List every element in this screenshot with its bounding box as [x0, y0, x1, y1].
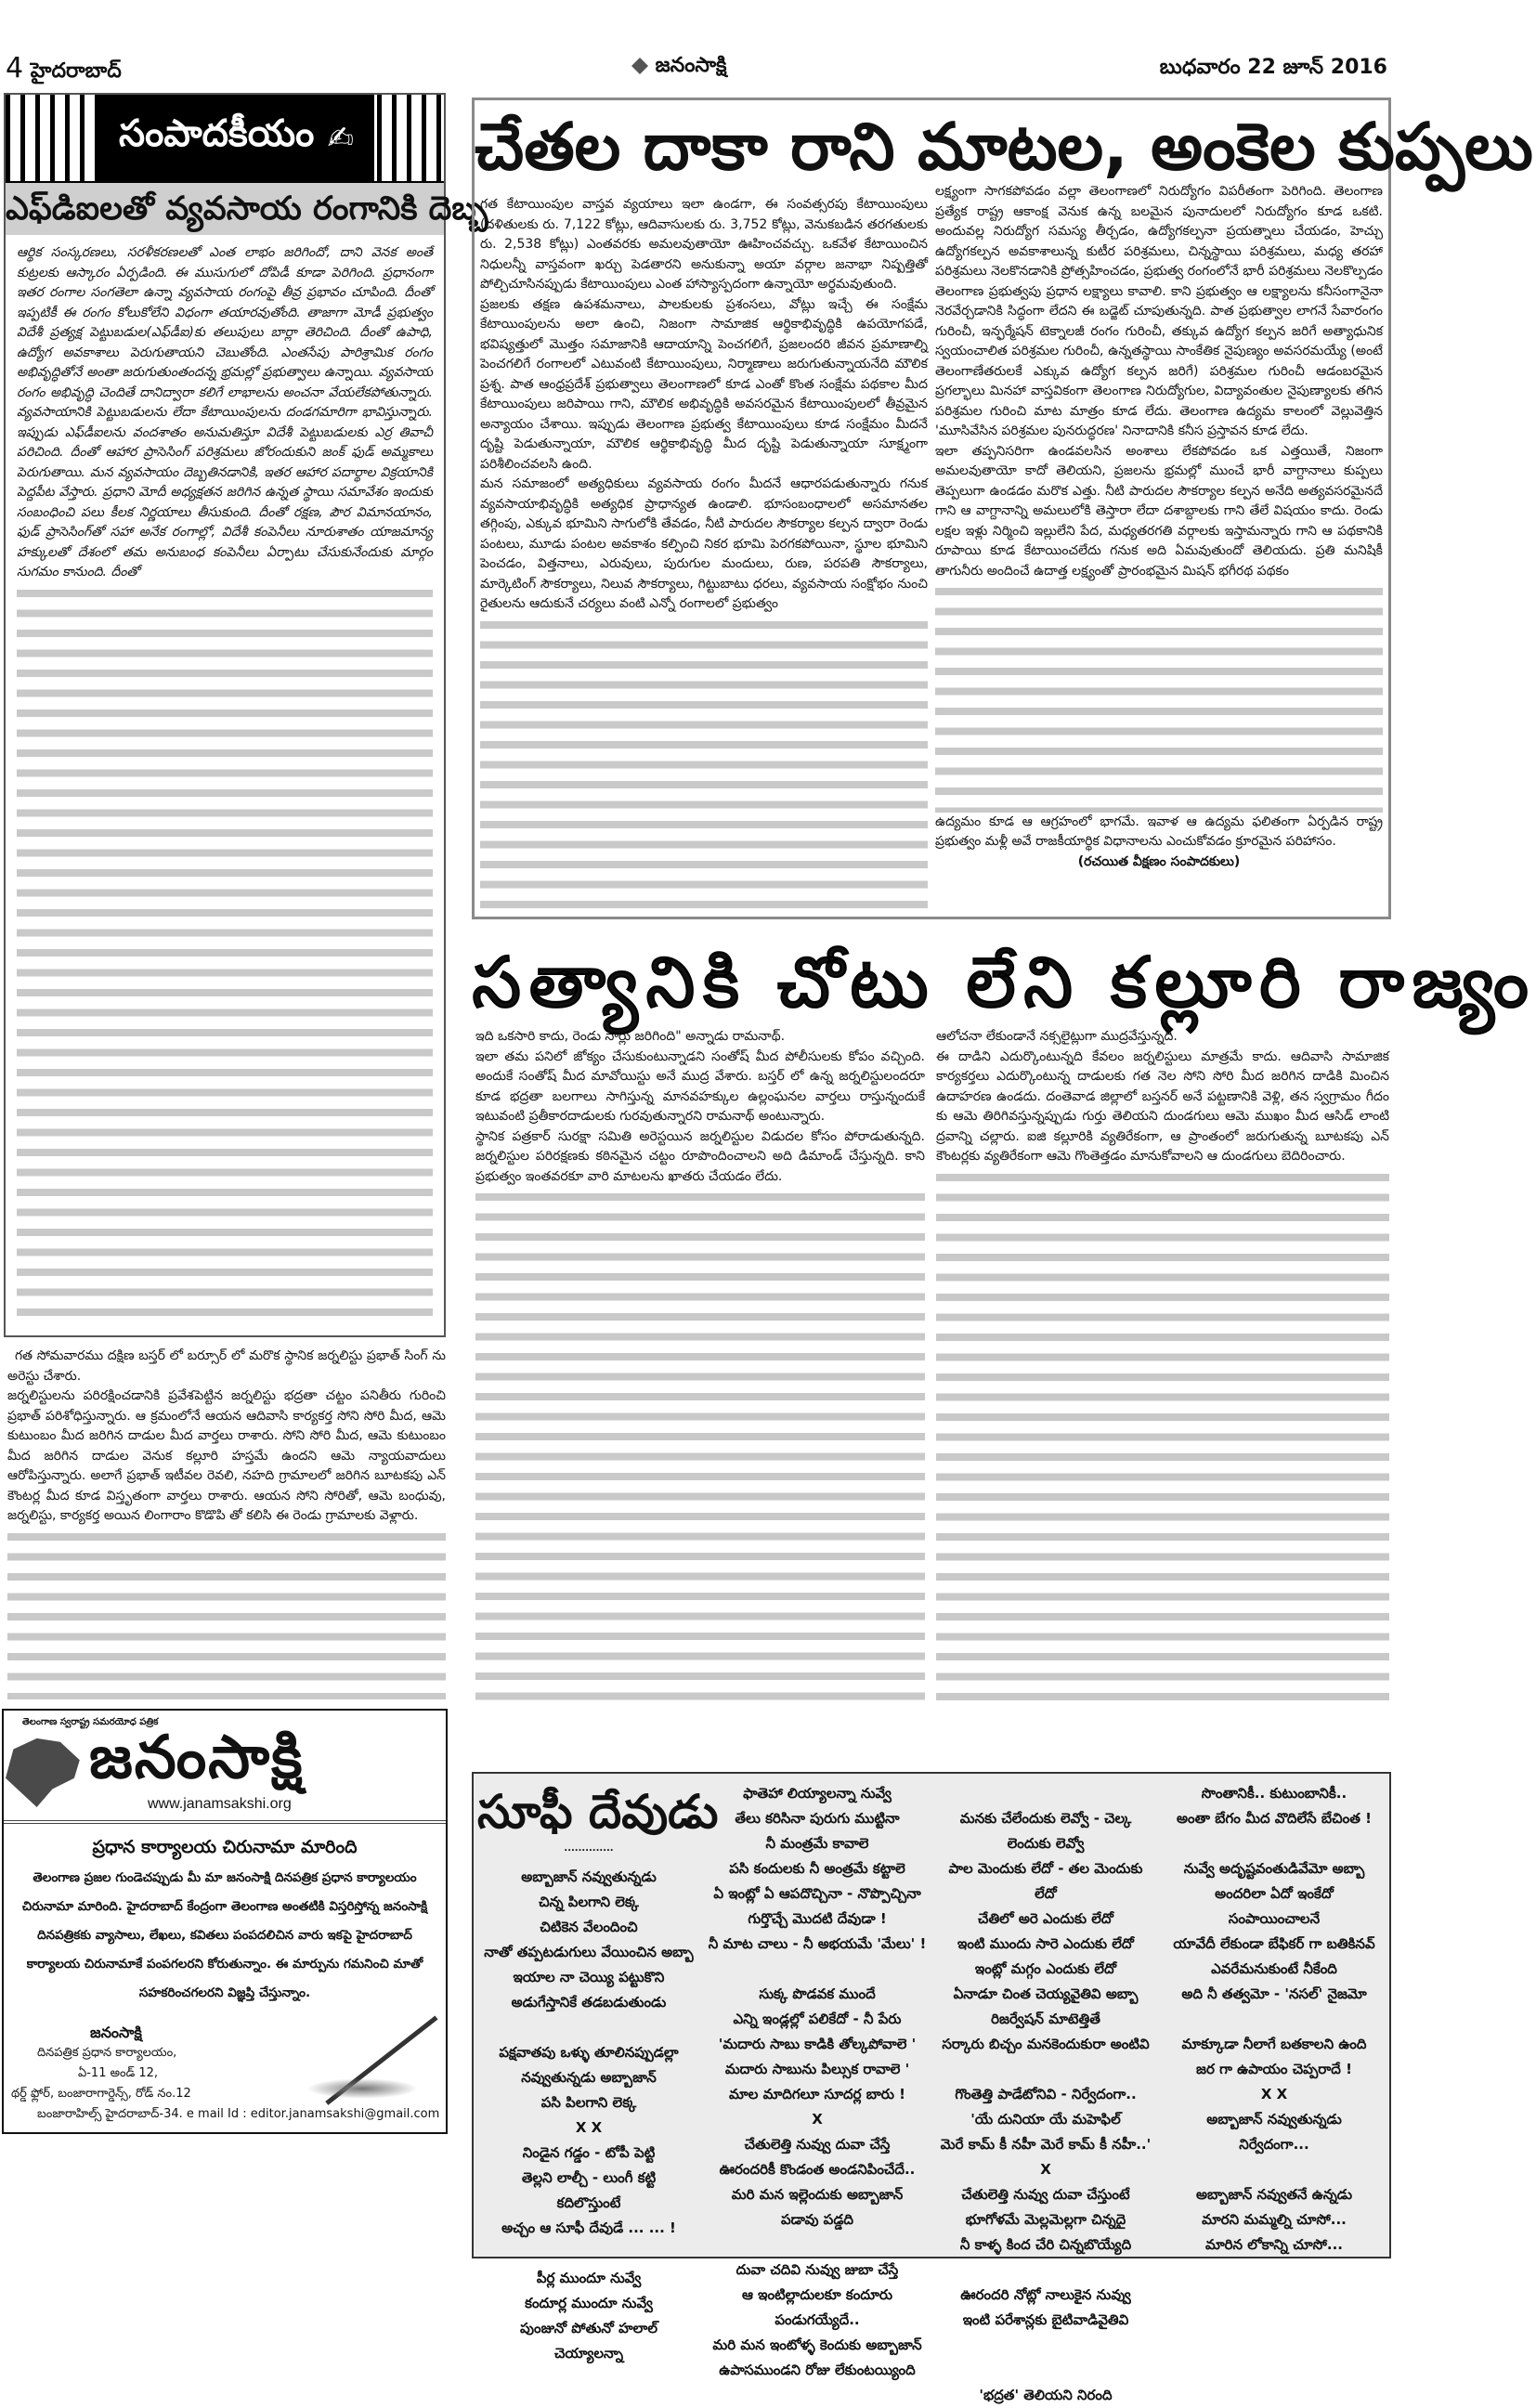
poem-line: 'మదారు సాబు కాడికి తోల్కపోవాలె ': [718, 2036, 917, 2052]
lead-article-right-column: [935, 182, 1383, 909]
poem-line: ఏ ఇంట్లో ఏ ఆపదొచ్చినా - నొప్పొచ్చినా: [713, 1885, 921, 1902]
poem-line: చెయ్యాలన్నా: [553, 2345, 624, 2362]
ad-heading: ప్రధాన కార్యాలయ చిరునామా మారింది: [92, 1837, 358, 1857]
poem-column-3: [934, 1781, 1157, 2408]
article-paragraph: ప్రజలకు తక్షణ ఉపశమనాలు, పాలకులకు ప్రశంసలు, వోట్లు ఇచ్చే ఈ సంక్షేమ కేటాయింపులను అలా ఉంచి, నిజంగా సామాజిక ఆర్థికాభివృద్ధికి ఉపయోగపడే, భవిష్యత్తులో మొత్తం సమాజానికి ఆదాయాన్ని పెంచగలిగే, ప్రజలందరి జీవన ప్రమాణాల్ని పెంచగలిగే రంగాలలో ఎటువంటి కేటాయింపులు, నిర్మాణాలు జరుగుతున్నాయనేది మౌలిక ప్రశ్న. పాత ఆంధ్రప్రదేశ్ ప్రభుత్వాలు తెలంగాణలో కూడ ఎంతో కొంత సంక్షేమ పథకాల మీద కేటాయింపులు జరిపాయి గాని, మౌలిక అభివృద్ధికి అవసరమైన కేటాయింపులలో తీవ్రమైన అన్యాయం చేశాయి. ఇప్పుడు తెలంగాణ ప్రభుత్వ కేటాయింపులు కూడ సంక్షేమం మీదనే దృష్టి పెడుతున్నాయా, మౌలిక ఆర్థికాభివృద్ధి మీద దృష్టి పెడుతున్నాయా సూక్ష్మంగా పరిశీలించవలసి ఉంది.: [480, 296, 928, 472]
poem-line: మారని మమ్మల్ని చూసో...: [1202, 2211, 1347, 2228]
article-paragraph: గత కేటాయింపుల వాస్తవ వ్యయాలు ఇలా ఉండగా, ఈ సంవత్సరపు కేటాయింపులు (దళితులకు రు. 7,122 కోట్లు, ఆదివాసులకు రు. 3,752 కోట్లు, వెనుకబడిన తరగతులకు రు. 2,538 కోట్లు) ఎంతవరకు అమలవుతాయో ఊహించవచ్చు. ఒకవేళ కేటాయించిన నిధులన్నీ వాస్తవంగా ఖర్చు పెడతారని అనుకున్నా అయా వర్గాల జనాభా నిష్పత్తితో పోల్చిచూసినప్పుడు కేటాయింపులు ఎంత హాస్యాస్పదంగా ఉన్నాయో అర్థమవుతుంది.: [480, 197, 928, 292]
pen-writing-icon: ✍: [327, 119, 354, 157]
poem-line: ఆ ఇంటిల్లాదులకూ కందూరు: [741, 2286, 893, 2303]
text-continuation: [936, 1167, 1389, 1704]
poem-line: పసి పిలగాని లెక్క: [540, 2094, 637, 2111]
poem-line: పక్షవాతపు ఒళ్ళు తూలినప్పుడల్లా: [499, 2044, 679, 2061]
poem-line: నిర్వేదంగా...: [1239, 2136, 1309, 2153]
poem-line: X: [812, 2111, 823, 2128]
poem-line: అబ్బాజాన్ నవ్వుతనే ఉన్నడు: [1195, 2186, 1353, 2203]
poem-line: నీ మంత్రమే కావాలె: [765, 1835, 869, 1852]
paper-logo-small: [631, 54, 727, 82]
poem-line: X: [1040, 2161, 1051, 2178]
article-paragraph: ఇది ఒకసారి కాదు, రెండు సార్లు జరిగింది" అన్నాడు రామనాథ్.: [475, 1029, 786, 1044]
address-line: బంజారాహిల్స్ హైదరాబాద్-34. e mail Id : editor.janamsakshi@gmail.com: [37, 2107, 440, 2121]
telangana-map-icon: [631, 58, 648, 74]
ad-brand-logo: జనంసాక్షి: [89, 1724, 305, 1792]
poem-line: కందూర్ల ముందూ నువ్వే: [525, 2295, 653, 2311]
ad-tagline: తెలంగాణ స్వరాష్ట్ర సమరయోధ పత్రిక: [22, 1717, 159, 1727]
poem-line: తేలు కరిసినా పురుగు ముట్టినా: [735, 1810, 900, 1827]
poem-line: గొంతెత్తి పాడేటోనివి - నిర్వేదంగా..: [955, 2086, 1137, 2102]
second-article-left-column: [475, 1027, 925, 1703]
second-article-right-column: [936, 1027, 1389, 1703]
editorial-headline: ఎఫ్‌డిఐలతో వ్యవసాయ రంగానికి దెబ్బ: [6, 183, 444, 235]
poem-line: ఉపాసముండని రోజు లేకుంటయ్యింది: [719, 2362, 916, 2378]
left-article: [7, 1347, 446, 1699]
article-byline: (రచయిత వీక్షణం సంపాదకులు): [1077, 853, 1241, 869]
poem-line: X X: [1260, 2086, 1288, 2102]
article-paragraph: ఇలా తప్పనిసరిగా ఉండవలసిన అంశాలు లేకపోవడం ఒక ఎత్తయితే, నిజంగా అమలవుతాయో కాదో తెలియని, ప్రజలను భ్రమల్లో ముంచే భారీ వాగ్దానాలు కుప్పలు తెప్పలుగా ఉండడం మరొక ఎత్తు. నీటి పారుదల సౌకర్యాల కల్పన అనేది అత్యవసరమైనదే గాని ఆ వాగ్దానాన్ని అమలులోకి తెస్తారా లేదా దశాబ్దాలకు గాని తేలే విషయం కాదు. రెండు లక్షల ఇళ్లు నిర్మించి ఇల్లులేని పేద, మధ్యతరగతి వర్గాలకు ఇస్తామన్నారు గాని ఆ పథకానికి రూపాయి కూడ కేటాయించలేదు గనుక అది ఏమవుతుందో తెలియదు. ప్రతి మనిషికీ తాగునీరు అందించే ఉదాత్త లక్ష్యంతో ప్రారంభమైన మిషన్ భగీరథ పథకం: [935, 443, 1383, 579]
poem-column-2: [706, 1781, 929, 2383]
poem-line: ఇంటి పరేశాన్లకు బైటివాడివైతివి: [962, 2311, 1129, 2328]
poem-line: [934, 2333, 1157, 2358]
poem-line: ఫాతెహా లియ్యాలన్నా నువ్వే: [743, 1785, 892, 1802]
poem-line: [1163, 2157, 1386, 2182]
lead-article-headline: చేతల దాకా రాని మాటల, అంకెల కుప్పలు: [475, 109, 1533, 185]
address-line: ఏ-11 అండ్ 12,: [78, 2066, 159, 2080]
poem-line: కదిలొస్తుంటే: [556, 2194, 621, 2211]
poem-line: చేతిలో అరె ఎందుకు లేదో: [978, 1910, 1113, 1927]
ad-body: తెలంగాణ ప్రజల గుండెచప్పుడు మీ మా జనంసాక్షి దినపత్రిక ప్రధాన కార్యాలయం చిరునామా మారింది. హైదరాబాద్ కేంద్రంగా తెలంగాణ అంతటికి విస్తరిస్తోన్న జనంసాక్షి దినపత్రికకు వ్యాసాలు, లేఖలు, కవితలు పంపదలిచిన వారు ఇకపై హైదరాబాద్ కార్యాలయ చిరునామాకే పంపగలరని కోరుతున్నాం. ఈ మార్పును గమనించి మాతో సహకరించగలరని విజ్ఞప్తి చేస్తున్నాం.: [21, 1870, 428, 2000]
poem-line: నాతో తప్పటడుగులు వేయించిన అబ్బా: [484, 1944, 694, 1960]
poem-line: [1163, 2007, 1386, 2032]
poem-line: అచ్చం ఆ సూఫీ దేవుడే ... ... !: [501, 2219, 676, 2236]
poem-column-4: [1163, 1781, 1386, 2258]
poem-line: సంపాయించాలనే: [1228, 1910, 1321, 1927]
article-paragraph: జర్నలిస్టులను పరిరక్షించడానికి ప్రవేశపెట్టిన జర్నలిస్టు భద్రతా చట్టం పనితీరు గురించి ప్రభాత్ పరిశోధిస్తున్నారు. ఆ క్రమంలోనే ఆయన ఆదివాసి కార్యకర్త సోని సోరి మీద, ఆమె కుటుంబం మీద జరిగిన దాడుల మీద వార్తలు రాశారు. సోని సోరి మీద, ఆమె కుటుంబం మీద జరిగిన దాడుల వెనుక కల్లూరి హస్తమే ఉందని ఆమె న్యాయవాదులు ఆరోపిస్తున్నారు. అలాగే ప్రభాత్ ఇటీవల రెవలి, నహది గ్రామాలలో జరిగిన బూటకపు ఎన్ కౌంటర్ల మీద కూడ విస్తృతంగా వార్తలు రాశారు. ఆయన సోని సోరితో, ఆమె బంధువు, జర్నలిస్టు, కార్యకర్త అయిన లింగారాం కొడొపి తో కలిసి ఈ రెండు గ్రామాలకు వెళ్లారు.: [7, 1388, 446, 1523]
poem-line: అడుగేస్తానికే తడబడుతుండు: [511, 1994, 667, 2011]
address-line: థర్డ్ ఫ్లోర్, బంజారాగార్డెన్స్, రోడ్ నం.12: [11, 2087, 191, 2101]
poem-line: జర గా ఉపాయం చెప్పరాదే !: [1196, 2061, 1352, 2077]
poem-line: పడావు పడ్డది: [780, 2211, 854, 2228]
poem-line: పీర్ల ముందూ నువ్వే: [536, 2270, 642, 2286]
poem-line: ఎన్ని ఇండ్లల్లో పలికేదో - నీ పేరు: [733, 2011, 902, 2027]
paper-name: జనంసాక్షి: [655, 54, 727, 77]
editorial-paragraph: ఆర్థిక సంస్కరణలు, సరళీకరణలతో ఎంత లాభం జరిగిందో, దాని వెనక అంతే కుట్రలకు ఆస్కారం ఏర్పడింది. ఈ ముసుగులో దోపిడీ కూడా పెరిగింది. ప్రధానంగా ఇతర రంగాల సంగతెలా ఉన్నా వ్యవసాయ రంగంపై తీవ్ర ప్రభావం చూపింది. దీంతో ఇప్పటికీ ఈ రంగం కోలుకోలేని విధంగా తయారవుతోంది. తాజాగా మోడీ ప్రభుత్వం విదేశీ ప్రత్యక్ష పెట్టుబడుల(ఎఫ్‌డీఐ)కు తలుపులు బార్లా తెరిచింది. దీంతో ఉపాధి, ఉద్యోగ అవకాశాలు పెరుగుతాయని చెబుతోంది. ఎంతసేపు పారిశ్రామిక రంగం అభివృద్ధితోనే అంతా జరుగుతుంతందన్న భ్రమల్లో ప్రభుత్వాలు ఉన్నాయి. వ్యవసాయ రంగం అభివృద్ధి చెందితే దానిద్వారా కలిగే లాభాలను అంచనా వేయలేకపోతున్నారు. వ్యవసాయానికి పెట్టుబడులను లేదా కేటాయింపులను దండగమారిగా భావిస్తున్నారు. ఇప్పుడు ఎఫ్‌డీఐలను వందశాతం అనుమతిస్తూ విదేశీ పెట్టుబడులకు ఎర్ర తివాచీ పరిచింది. దీంతో ఆహార ప్రాసెసింగ్ పరిశ్రమలు జోరందుకుని జంక్ ఫుడ్ అమ్మకాలు పెరుగుతాయి. మన వ్యవసాయం దెబ్బతినడానికి, ఇతర ఆహార పదార్థాల విక్రయానికి పెద్దపీట వేస్తారు. ప్రధాని మోదీ అధ్యక్షతన జరిగిన ఉన్నత స్థాయి సమావేశం ఇందుకు సంబంధించి పలు కీలక నిర్ణయాలు తీసుకుంది. దీంతో రక్షణ, పౌర విమానయానం, ఫుడ్ ప్రాసెసింగ్‌తో సహా అనేక రంగాల్లో, విదేశీ కంపెనీలు నూరుశాతం యాజమాన్య హక్కులతో దేశంలో తమ అనుబంధ కంపెనీలు ఏర్పాటు చేసుకునేందుకు మార్గం సుగమం కానుంది. దీంతో: [17, 245, 433, 579]
poem-line: మరి మన ఇల్లెందుకు అబ్బాజాన్: [731, 2186, 904, 2203]
editorial-masthead: [6, 95, 444, 183]
article-paragraph: లక్ష్యంగా సాగకపోవడం వల్లా తెలంగాణలో నిరుద్యోగం విపరీతంగా పెరిగింది. తెలంగాణ ప్రత్యేక రాష్ట్ర ఆకాంక్ష వెనుక ఉన్న బలమైన పునాదులలో నిరుద్యోగం కూడ ఒకటి. అందువల్ల నిరుద్యోగ సమస్య తీర్చడం, ఉద్యోగకల్పనా ప్రయత్నాలు చేయడం, హెచ్చు ఉద్యోగకల్పన అవకాశాలున్న కుటీర పరిశ్రమలు, చిన్నస్థాయి పరిశ్రమలు, మధ్య తరహా పరిశ్రమలు నెలకొనడానికి ప్రోత్సహించడం, ప్రభుత్వ రంగంలోనే భారీ పరిశ్రమలు నెలకొల్పడం తెలంగాణ ప్రభుత్వపు ప్రధాన లక్ష్యాలు కావాలి. కాని ప్రభుత్వం ఆ లక్ష్యాలను కనీసంగానైనా నెరవేర్చడానికి సిద్ధంగా లేదని ఈ బడ్జెట్ చూపుతున్నది. పాత ప్రభుత్వాల లాగనే సేవారంగం గురించీ, ఇన్ఫర్మేషన్ టెక్నాలజీ రంగం గురించీ, తక్కువ ఉద్యోగ కల్పన జరిగే అత్యాధునిక స్వయంచాలిత పరిశ్రమల గురించీ, ఉన్నతస్థాయి సాంకేతిక నైపుణ్యం అవసరమయ్యే (అంటే తెలంగాణేతరులకే ఎక్కువ ఉద్యోగ కల్పన జరిగే) పరిశ్రమల గురించీ ఆడంబరమైన ప్రగల్భాలు మినహా వాస్తవికంగా తెలంగాణ నిరుద్యోగుల, విద్యావంతుల నైపుణ్యాలకు తగిన పరిశ్రమల గురించి మాట మాత్రం కూడ లేదు. తెలంగాణ ఉద్యమ కాలంలో వెల్లువెత్తిన 'మూసివేసిన పరిశ్రమల పునరుద్ధరణ' నినాదానికి కనీస ప్రస్తావన కూడ లేదు.: [935, 184, 1383, 438]
poem-line: [934, 2258, 1157, 2283]
text-continuation: [17, 583, 433, 1327]
poem-line: [934, 2057, 1157, 2082]
poem-line: మాక్కూడా నీలాగే బతకాలని ఉంది: [1181, 2036, 1367, 2052]
poem-line: రిజర్వేషన్ మాటెత్తితే: [991, 2011, 1100, 2027]
city-label: హైదరాబాద్: [30, 59, 122, 83]
poem-line: పాల మెందుకు లేదో - తల మెందుకు: [948, 1860, 1143, 1877]
poem-line: మదారు సాబును పిల్సుక రావాలె ': [724, 2061, 910, 2077]
ad-website: www.janamsakshi.org: [148, 1796, 292, 1812]
poem-line: ఊరందరి నోట్లో నాలుకైన నువ్వు: [960, 2286, 1131, 2303]
poem-line: మనకు చేలేందుకు లెవ్వో - చెల్క: [959, 1810, 1132, 1827]
ad-address: [11, 2023, 439, 2125]
page-number-city: [6, 52, 122, 87]
poem-line: యావేదీ లేకుండా బేఫికర్ గా బతికినవ్: [1173, 1935, 1375, 1952]
lead-article-left-column: [480, 195, 928, 909]
issue-date: బుధవారం 22 జూన్ 2016: [1159, 56, 1387, 79]
poem-line: 'భద్రత' తెలియని నిరంది: [979, 2387, 1113, 2403]
poem-line: [1163, 1831, 1386, 1856]
article-paragraph: మన సమాజంలో అత్యధికులు వ్యవసాయ రంగం మీదనే ఆధారపడుతున్నారు గనుక వ్యవసాయాభివృద్ధికి అత్యధిక ప్రాధాన్యత ఉండాలి. భూసంబంధాలలో అసమానతల తగ్గింపు, ఎక్కువ భూమిని సాగులోకి తేవడం, నీటి పారుదల సౌకర్యాల కల్పన ద్వారా రెండు పంటలు, మూడు పంటల అవకాశం కల్పించి నికర భూమి పెరగకపోయినా, స్థూల భూమిని పెంచడం, విత్తనాలు, ఎరువులు, పురుగుల మందులు, రుణ, పరపతి సౌకర్యాలు, మార్కెటింగ్ సౌకర్యాలు, నిలువ సౌకర్యాలు, గిట్టుబాటు ధరలు, వ్యవసాయ సంక్షోభం నుంచి రైతులను ఆదుకునే చర్యలు వంటి ఎన్నో రంగాలలో ప్రభుత్వం: [480, 476, 928, 611]
article-paragraph: ఈ దాడిని ఎదుర్కొంటున్నది కేవలం జర్నలిస్టులు మాత్రమే కాదు. ఆదివాసి సామాజిక కార్యకర్తలు ఎదుర్కొంటున్న దాడులకు గత నెల సోని సోరి మీద జరిగిన దాడికి మించిన ఉదాహరణ ఉండదు. దంతెవాడ జిల్లాలో బస్తనర్ అనే పట్టణానికి వెళ్లి, తన స్వగ్రామం గీదం కు ఆమె తిరిగివస్తున్నప్పుడు గుర్తు తెలియని దుండగులు ఆమె ముఖం మీద ఆసిడ్ లాంటి ద్రవాన్ని చల్లారు. ఐజి కల్లూరికి వ్యతిరేకంగా, ఆ ప్రాంతంలో జరుగుతున్న బూటకపు ఎన్ కౌంటర్లకు వ్యతిరేకంగా ఆమె గొంతెత్తడం మానుకోవాలని ఆ దుండగులు బెదిరించారు.: [936, 1048, 1389, 1164]
page-number: 4: [6, 52, 24, 85]
poem-line: X X: [575, 2119, 603, 2136]
poem-line: నీ మాట చాలు - నీ అభయమే 'మేలు' !: [708, 1935, 927, 1952]
poem-line: [934, 2358, 1157, 2383]
poem-line: సొంతానికీ.. కుటుంబానికీ..: [1201, 1785, 1347, 1802]
poem-line: ఇంటి ముందు సారె ఎందుకు లేదో: [957, 1935, 1134, 1952]
poem-line: అందరిలా ఏదో ఇంకేదో: [1215, 1885, 1334, 1902]
text-continuation: [480, 615, 928, 910]
editorial-box: [4, 93, 488, 1337]
poem-line: ఇయాల నా చెయ్యి పట్టుకొని: [513, 1969, 665, 1985]
article-paragraph: స్థానిక పత్రకార్ సురక్షా సమితి అరెస్టయిన జర్నలిస్టుల విడుదల కోసం పోరాడుతున్నది. జర్నలిస్టుల పరిరక్షణకు కఠినమైన చట్టం రూపొందించాలని అది డిమాండ్ చేస్తున్నది. కాని ప్రభుత్వం ఇంతవరకూ వారి మాటలను ఖాతరు చేయడం లేదు.: [475, 1128, 925, 1184]
poem-line: చిన్న పిలగాని లెక్క: [539, 1894, 639, 1910]
poem-line: ఊరందరికీ కొండంత అండనిపించేదే..: [719, 2161, 916, 2178]
article-paragraph: గత సోమవారము దక్షిణ బస్తర్ లో బర్సూర్ లో మరొక స్థానిక జర్నలిస్టు ప్రభాత్ సింగ్ ను అరెస్టు చేశారు.: [7, 1348, 446, 1384]
poem-title-rule: ..............: [564, 1843, 614, 1854]
poem-line: మాల మాదిగలూ సూదర్ల బారు !: [729, 2086, 905, 2102]
editorial-body: [17, 243, 433, 1326]
poem-line: అది నీ తత్వమో - 'నసల్' నైజమో: [1181, 1985, 1367, 2002]
poem-line: ఏనాడూ చింత చెయ్యవైతివి అబ్బా: [953, 1985, 1139, 2002]
poem-line: పసి కందులకు నీ అంత్రమే కట్టాలె: [729, 1860, 905, 1877]
text-continuation: [7, 1527, 446, 1700]
poem-line: ఎవరేమనుకుంటే నీకేంది: [1211, 1960, 1337, 1977]
poem-line: అంతా బేగం మీద వొదిలేసే బేచింత !: [1177, 1810, 1372, 1827]
poem-line: నిండైన గడ్డం - టోపీ పెట్టి: [522, 2144, 656, 2161]
poem-line: పండుగయ్యేదే..: [775, 2311, 860, 2328]
poem-line: [706, 1957, 929, 1982]
lead-article-box: [472, 98, 1533, 919]
poem-line: పుంజునో పోతునో హలాల్: [520, 2320, 657, 2336]
poem-line: [477, 2015, 700, 2040]
text-continuation: [935, 581, 1383, 813]
text-continuation: [475, 1187, 925, 1703]
poem-line: [934, 1781, 1157, 1806]
editorial-section-title: సంపాదకీయం: [119, 111, 315, 155]
poem-line: మెరే కామ్ కీ నహీ మెరే కామ్ కీ నహీ..': [940, 2136, 1152, 2153]
poem-line: లెందుకు లెవ్వో: [1007, 1835, 1085, 1852]
address-line: దినపత్రిక ప్రధాన కార్యాలయం,: [37, 2046, 177, 2060]
poem-line: మరి మన ఇంటోళ్ళ కెందుకు అబ్బాజాన్: [712, 2336, 922, 2353]
article-closing: ఉద్యమం కూడ ఆ ఆగ్రహంలో భాగమే. ఇవాళ ఆ ఉద్యమ ఫలితంగా ఏర్పడిన రాష్ట్ర ప్రభుత్వం మళ్లీ అవే రాజకీయార్థిక విధానాలను ఎంచుకోవడం క్రూరమైన పరిహాసం.: [935, 814, 1383, 849]
poem-line: మారిన లోకాన్ని చూసో...: [1204, 2236, 1344, 2253]
poem-box: [472, 1772, 1391, 2403]
poem-column-1: [477, 1781, 719, 2366]
poem-line: భూగోళమే మెల్లమెల్లగా చిన్నదై: [965, 2211, 1126, 2228]
poem-line: సుక్క పొడవక ముందే: [759, 1985, 876, 2002]
poem-line: ఇంట్లో మగ్గం ఎందుకు లేదో: [974, 1960, 1117, 1977]
poem-line: అబ్బాజాన్ నవ్వుతున్నడు: [521, 1868, 657, 1885]
poem-line: 'యే దునియా యే మహెఫిల్: [970, 2111, 1121, 2128]
poem-line: [706, 2232, 929, 2258]
poem-line: దువా చదివి నువ్వు జుబా చేస్తే: [735, 2261, 899, 2278]
poem-line: [477, 2241, 700, 2266]
poem-line: నీ కాళ్ళ కింద చేరి చిన్నబొయ్యేది: [959, 2236, 1132, 2253]
poem-line: నవ్వుతున్నడు అబ్బాజాన్: [521, 2069, 657, 2086]
poem-title: సూఫీ దేవుడు: [477, 1785, 719, 1839]
poem-line: లేదో: [1035, 1885, 1057, 1902]
address-line: జనంసాక్షి: [90, 2024, 142, 2041]
ad-masthead: [4, 1711, 446, 1824]
poem-line: నువ్వే అదృష్టవంతుడివేమో అబ్బా: [1183, 1860, 1365, 1877]
poem-line: చేతులెత్తి నువ్వు దువా చేస్తుంటే: [961, 2186, 1130, 2203]
article-paragraph: ఆలోచనా లేకుండానే నక్సలైట్లుగా ముద్రవేస్తున్నది.: [936, 1029, 1178, 1044]
poem-line: అబ్బాజాన్ నవ్వుతున్నడు: [1206, 2111, 1342, 2128]
second-article-headline: సత్యానికి చోటు లేని కల్లూరి రాజ్యం: [472, 941, 1536, 1023]
poem-line: చిటికెన వేలందించి: [540, 1919, 638, 1935]
telangana-map-icon: [6, 1735, 84, 1807]
poem-line: తెల్లని లాల్చీ - లుంగీ కట్టి: [521, 2169, 657, 2186]
poem-line: చేతులెత్తి నువ్వు దువా చేస్తే: [744, 2136, 891, 2153]
article-paragraph: ఇలా తమ పనిలో జోక్యం చేసుకుంటున్నాడని సంతోష్ మీద పోలీసులకు కోపం వచ్చింది. అందుకే సంతోష్ మీద మావోయిస్టు అనే ముద్ర వేశారు. బస్తర్ లో ఉన్న జర్నలిస్టులందరూ కూడ భద్రతా బలగాలు సాగిస్తున్న మానవహక్కుల ఉల్లంఘనల వార్తలు రాస్తున్నందుకే ఇటువంటి ప్రతీకారదాడులకు గురవుతున్నారని రామనాథ్ అంటున్నారు.: [475, 1048, 925, 1124]
poem-line: సర్కారు బిచ్చం మనకెందుకురా అంటివి: [942, 2036, 1150, 2052]
poem-line: గుర్తొచ్చే మొదటి దేవుడా !: [748, 1910, 887, 1927]
janamsakshi-address-notice: [2, 1709, 448, 2134]
